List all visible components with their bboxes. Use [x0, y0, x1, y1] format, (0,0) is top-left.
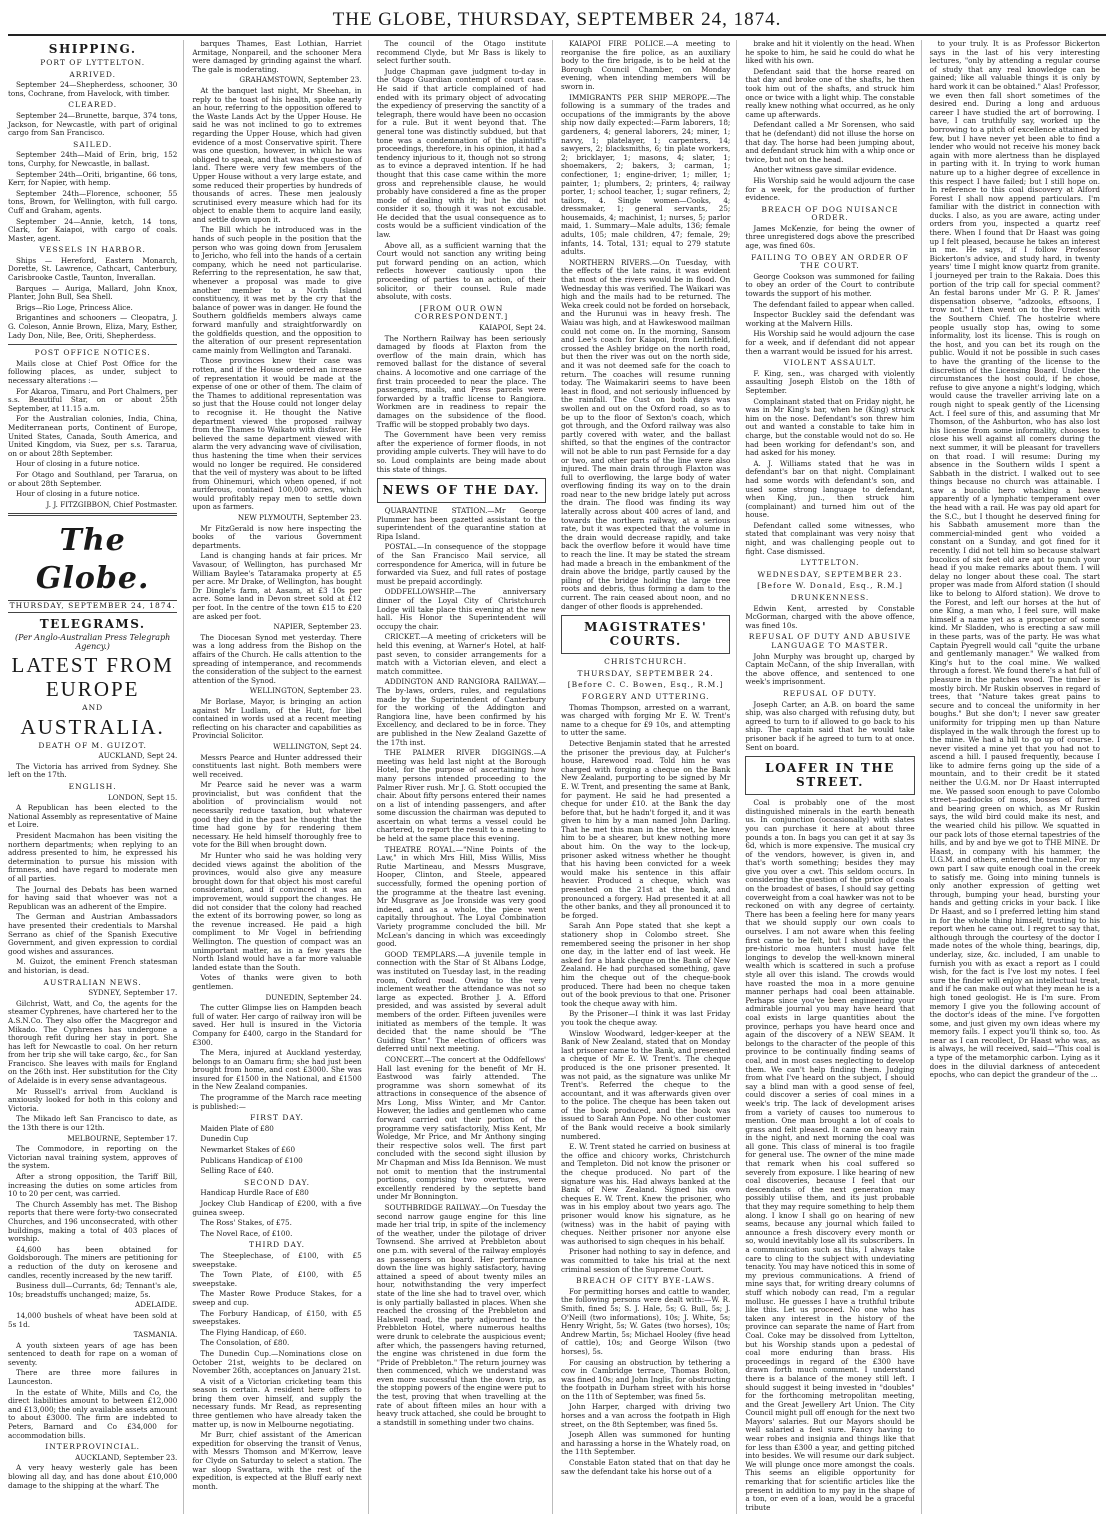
race-item: Handicap Hurdle Race of £80 — [200, 1188, 309, 1198]
article-paragraph: The Diocesan Synod met yesterday. There was a long address from the Bishop on the affairs of the Church. He calls attention to the spreading of intemperance, and recommends the consideration of the subject to the earnest attention of the Synod. — [192, 632, 362, 685]
article-paragraph: 14,000 bushels of wheat have been sold at 5s 1d. — [8, 1310, 178, 1329]
post-item: Hour of closing in a future notice. — [16, 459, 140, 469]
refusal2-heading: REFUSAL OF DUTY. — [782, 688, 877, 698]
article-paragraph: The Commodore, in reporting on the Victorian naval training system, approves of the system. — [8, 1144, 178, 1171]
article-paragraph: The defendant failed to appear when called. — [753, 299, 915, 309]
race-day-heading: SECOND DAY. — [244, 1177, 310, 1187]
article-paragraph: Another witness gave similar evidence. — [753, 165, 897, 175]
dateline: NAPIER, September 23. — [273, 622, 362, 632]
article-paragraph: For causing an obstruction by tethering a cow in Cambridge terrace, Thomas Bolton, was fined 10s; and John Inglis, for obstructing the footpath in Durham street with his horse on the 11th of September, was fined 5s. — [560, 1357, 731, 1401]
dateline: KAIAPOI, Sept 24. — [479, 323, 546, 332]
post-item: For Otago and Southland, per Tararua, on or about 28th September. — [8, 469, 178, 488]
article-paragraph: Mr Hunter who said he was holding very decided views against the abolition of the provinces, would also give any measure brought down for that object his most careful consideration, and if convinced it was an improvement, would support the changes. He did not consider that the colony had reached the extent of its borrowing power, so long as the revenue increased. He paid a high compliment to Mr Vogel in befriending Wellington. The question of compact was an unimportant matter, as in a few years the North Island would have a far more valuable landed estate than the South. — [192, 851, 362, 972]
sailed-item: September 24th—Florence, schooner, 55 tons, Brown, for Wellington, with full cargo. Cuff and Graham, agents. — [8, 188, 178, 215]
article-paragraph: The Journal des Debats has been warned for having said that whoever was not a Republican was an adherent of the Empire. — [8, 884, 178, 911]
article-paragraph: For permitting horses and cattle to wander, the following persons were dealt with:—W. R. Smith, fined 5s; S. J. Hale, 5s; G. Bull, 5s; J. O'Neill (two informations), 10s; J. White, 5s; Henry Wright, 5s; W. Gates (two horses), 10s; Andrew Martin, 5s; Michael Hooley (five head of cattle), 10s; and George Wilson (two horses), 5s. — [560, 1286, 731, 1356]
article-paragraph: The Mikado left San Francisco to date, as the 13th there is our 12th. — [8, 1114, 178, 1133]
race-item: The Ross' Stakes, of £75. — [200, 1218, 292, 1228]
article-paragraph: Votes of thanks were given to both gentlemen. — [192, 973, 362, 991]
race-item: The Consolation, of £80. — [200, 1338, 290, 1348]
dateline: TASMANIA. — [133, 1330, 178, 1340]
race-item: The Novel Race, of £100. — [200, 1228, 293, 1238]
correspondent-heading: [FROM OUR OWN CORRESPONDENT.] — [414, 303, 509, 322]
article-paragraph: Joseph Allen was summoned for hunting and harassing a horse in the Whately road, on the 11th September. — [560, 1430, 731, 1457]
article-paragraph: Messrs Pearce and Hunter addressed their constituents last night. Both members were well received. — [192, 752, 362, 779]
article-paragraph: The cutter Glimpse lies on Hampden beach full of water. Her cargo of railway iron will be saved. Her hull is insured in the Victoria Company for £400, cargo in the Standard for £300. — [192, 1003, 362, 1047]
court-date: THURSDAY, SEPTEMBER 24. — [577, 668, 714, 678]
vessels-item: Barques — Auriga, Mallard, John Knox, Planter, John Bull, Sea Shell. — [8, 283, 178, 302]
article-paragraph: George Cookson was summoned for failing to obey an order of the Court to contribute towards the support of his mother. — [745, 271, 915, 299]
article-paragraph: Gilchrist, Watt, and Co, the agents for the steamer Cyphrenes, have chartered her to the A.S.N.Co. They also offer the Macgregor and Mikado. The Cyphrenes has undergone a thorough refit during her stay in port. She has left for Newcastle to coal. On her return from her trip she will take cargo, &c., for San Francisco. She leaves with mails for England on the 26th inst. Her substitution for the City of Adelaide is in every sense advantageous. — [8, 998, 178, 1086]
article-paragraph: Defendant called a Mr Sorensen, who said that he (defendant) did not illuse the horse on that day. The horse had been jumping about, and defendant struck him with a whip once or twice, but not on the head. — [745, 120, 915, 164]
article-paragraph: Above all, as a sufficient warning that the Court would not sanction any writing being put forward pending on an action, which reflects however cautiously upon the proceeding of parties to an action, of their solicitor, or their counsel. Rule made absolute, with costs. — [376, 240, 546, 302]
article-paragraph: The Bill which he introduced was in the hands of such people in the position that the person who was going down from Jerusalem to Jericho, who fell into the hands of a certain company, which he need not particularise. Referring to the representation, he saw that, whenever a proposal was made to give another member to a North Island constituency, it was met by the cry that the balance of power was in danger. He found the Southern goldfields members always came forward manfully and straightforwardly on the goldfields question, and the opposition to the alteration of our present representation came mainly from Wellington and Taranaki. — [192, 225, 362, 355]
race-item: Dunedin Cup — [200, 1134, 249, 1144]
court-date: WEDNESDAY, SEPTEMBER 23. — [757, 569, 903, 579]
vessels-item: Brigantines and schooners — Cleopatra, J. G. Coleson, Annie Brown, Eliza, Mary, Esther, Lady Don, Nile, Bee, Oriti, Shepherdess. — [8, 313, 178, 340]
article-paragraph: GOOD TEMPLARS.—A juvenile temple in connection with the Star of St Albans Lodge, was instituted on Tuesday last, in the reading room, Oxford road. Owing to the very inclement weather the attendance was not so large as expected. Brother J. A. Efford presided, and was assisted by several adult members of the order. Fifteen juveniles were initiated as members of the temple. It was decided that the name should be "The Guiding Star." The election of officers was deferred until next meeting. — [376, 949, 546, 1054]
article-paragraph: THEATRE ROYAL.—"Nine Points of the Law," in which Mrs Hill, Miss Willis, Miss Rutie Martineau, and Messrs Musgrave, Hooper, Clinton, and Steele, appeared successfully, formed the opening portion of the programme at the theatre last evening. Mr Musgrave as Joe Ironside was very good indeed, and as a whole, the piece went capitally throughout. The Loyal Combination Variety programme concluded the bill. Mr McLean's dancing in which was exceedingly good. — [376, 844, 546, 949]
article-paragraph: Thomas Thompson, arrested on a warrant, was charged with forging Mr E. W. Trent's name to a cheque for £9 10s, and attempting to utter the same. — [560, 702, 731, 738]
article-paragraph: IMMIGRANTS PER SHIP MEROPE.—The following is a summary of the trades and occupations of the immigrants by the above ship now daily expected:—Farm laborers, 18; gardeners, 4; general laborers, 24; miner, 1; navvy, 1; platelayer, 1; carpenters, 14; sawyers, 2; blacksmiths, 6; tin plate workers, 2; bricklayer, 1; masons, 4; slater, 1; shoemakers, 2; bakers, 3; carman, 1; confectioner, 1; engine-driver, 1; miller, 1; painter, 1; plumbers, 2; printers, 4; railway porter, 1; school teacher, 1; sugar refiners, 2; tailors, 4. Single women—Cooks, 4; dressmaker, 1; general servants, 25; housemaids, 4; machinist, 1; nurses, 5; parlor maid, 1. Summary—Male adults, 136; female adults, 105; male children, 47; female, 29; infants, 14. Total, 131; equal to 279 statute adults. — [560, 92, 731, 257]
latest-heading: LATEST FROM EUROPE — [11, 653, 174, 702]
sailed-item: September 24—Annie, ketch, 14 tons, Clark, for Kaiapoi, with cargo of coals. Master, agent. — [8, 216, 178, 243]
english-heading: ENGLISH. — [68, 782, 117, 792]
article-paragraph: The Northern Railway has been seriously damaged by floods at Flaxton from the overflow of the main drain, which has removed ballast for the distance of several chains. A locomotive and one carriage of the first train proceeded to near the place. The passengers, mails, and Press parcels were forwarded by a traffic license to Rangiora. Workmen are in readiness to repair the damages on the subsidence of the flood. Traffic will be stopped probably two days. — [376, 333, 546, 429]
article-paragraph: Business dull—Currants, 6d; Tennant's ale, 10s; breadstuffs unchanged; maize, 5s. — [8, 1281, 178, 1299]
article-paragraph: E. W. Trent stated he carried on business at the office and chicory works, Christchurch and Templeton. Did not know the prisoner or the cheque produced. No part of the signature was his. Had always banked at the Bank of New Zealand. Signed his own cheques E. W. Trent. Knew the prisoner, who was in his employ about two years ago. The prisoner would know his signature, as he (witness) was in the habit of paying with cheques. Neither prisoner nor anyone else was authorised to sign cheques in his behalf. — [560, 1142, 731, 1246]
article-paragraph: A visit of a Victorian cricketing team this season is certain. A resident here offers to bring them over himself, and supply the necessary funds. Mr Read, as representing three gentlemen who have already taken the matter up, is now in Melbourne negotiating. — [192, 1376, 362, 1429]
article-paragraph: The Government have been very remiss after the experience of former floods, in not providing ample culverts. They will have to do so. Loud complaints are being made about this state of things. — [376, 430, 546, 474]
australian-news-heading: AUSTRALIAN NEWS. — [43, 977, 142, 987]
race-item: Maiden Plate of £80 — [200, 1123, 274, 1133]
vessels-heading: VESSELS IN HARBOR. — [39, 245, 146, 255]
dateline: ADELAIDE. — [135, 1300, 178, 1310]
article-paragraph: Defendant called some witnesses, who stated that complainant was very noisy that night, and was challenging people out to fight. Case dismissed. — [745, 520, 915, 556]
column-4 — [561, 40, 737, 1514]
article-paragraph: Winslow Woodward, ledger-keeper at the Bank of New Zealand, stated that on Monday last prisoner came to the Bank, and presented a cheque of Mr E. W. Trent's. The cheque produced is the one prisoner presented. It was not paid, as the signature was unlike Mr Trent's. Referred the cheque to the accountant, and it was afterwards given over to the police. The cheque has been taken out of the book produced, and the book was issued to Sarah Ann Pope. No other customer of the Bank would receive a book similarly numbered. — [560, 1028, 731, 1141]
article-paragraph: Mr Russell's arrival from Auckland is anxiously looked for both in this colony and Victoria. — [8, 1086, 178, 1113]
race-item: Newmarket Stakes of £60 — [200, 1145, 296, 1155]
sailed-item: September 24th—Maid of Erin, brig, 152 tons, Curphy, for Newcastle, in ballast. — [8, 150, 178, 168]
article-paragraph: At the banquet last night, Mr Sheehan, in reply to the toast of his health, spoke nearly an hour, referring to the opposition offered to the Waste Lands Act by the Upper House. He said he was not inclined to go to extremes regarding the Upper House, which had given evidence of a most Conservative spirit. There was one question, however, in which he was obliged to speak, and that was the question of land. There were very few members of the Upper House without a very large estate, and some reduced their properties by hundreds of thousands of acres. These men jealously scrutinised every measure which had for its object to enable them to acquire land easily, and settle down upon it. — [192, 85, 362, 224]
article-paragraph: John Murphy was brought up, charged by Captain McCann, of the ship Inverallan, with the above offence, and sentenced to one week's imprisonment. — [745, 651, 915, 687]
arrived-heading: ARRIVED. — [69, 69, 117, 79]
drunk-heading: DRUNKENNESS. — [790, 593, 870, 603]
race-day-heading: FIRST DAY. — [250, 1113, 304, 1123]
guizot-heading: DEATH OF M. GUIZOT. — [38, 740, 147, 750]
court-before: [Before W. Donald, Esq., R.M.] — [757, 581, 903, 591]
article-paragraph: POSTAL.—In consequence of the stoppage of the San Francisco Mail service, all correspondence for America, will in future be forwarded via Suez, and full rates of postage must be prepaid accordingly. — [376, 542, 546, 586]
race-item: The Town Plate, of £100, with £5 sweepstake. — [192, 1270, 362, 1288]
race-item: The Steeplechase, of £100, with £5 sweepstake. — [192, 1250, 362, 1269]
masthead-rule — [8, 34, 1106, 36]
column-3 — [377, 40, 553, 1514]
article-paragraph: Defendant said that the horse reared on that day and broke one of the shafts, he then took him out of the shafts, and struck him once or twice with a light whip. The constable really knew nothing what occurred, as he only came up afterwards. — [745, 66, 915, 119]
article-paragraph: CONCERT.—The concert at the Oddfellows' Hall last evening for the benefit of Mr H. Eastwood was fairly attended. The programme was shorn somewhat of its attractions in consequence of the absence of Mrs Long, Miss Winter, and Mr Cantor. However, the ladies and gentlemen who came forward carried out their portion of the programme very satisfactorily, Miss Kent, Mr Woledge, Mr Price, and Mr Anthony singing their respective solos well. The first part concluded with the second sight illusion by Mr Chapman and Miss Ida Bennison. We must not omit to mention that the instrumental portions, comprising two overtures, were excellently rendered by the septette band under Mr Bonnington. — [376, 1054, 546, 1202]
post-signature: J. J. FITZGIBBON, Chief Postmaster. — [46, 499, 178, 509]
article-paragraph: Joseph Carter, an A.B. on board the same ship, was also charged with refusing duty, but agreed to turn to if allowed to go back to his ship. The captain said that he would take prisoner back if he agreed to turn to at once. Sent on board. — [745, 699, 915, 752]
post-heading: POST OFFICE NOTICES. — [34, 348, 151, 358]
latest-australia: AUSTRALIA. — [20, 714, 165, 739]
dateline: AUCKLAND, September 23. — [75, 1452, 178, 1462]
article-paragraph: Judge Chapman gave judgment to-day in the Otago Guardian contempt of court case. He said if that article complained of had ended with its primary object of advocating the expediency of preserving the sanctity of a telegraph, there would have been no occasion for a rule. But it went beyond that. The general tone was distinctly subdued, but that tone was a condemnation of the plaintiff's proceedings, therefore, in his opinion, it had a tendency injurious to it, though not so strong as to evince a depraved intention. If he had thought that this case came within the more gross and reprehensible clause, he would probably have considered a fine as the proper mode of dealing with it; but he did not consider it so, though it was not excusable. He decided that the usual consequence as to costs would be a sufficient vindication of the law. — [376, 66, 546, 240]
cleared-item: September 24—Brunette, barque, 374 tons, Jackson, for Newcastle, with part of original cargo from San Francisco. — [8, 110, 178, 138]
article-paragraph: Detective Benjamin stated that he arrested the prisoner the previous day, at Fulcher's house, Harewood road. Told him he was charged with forging a cheque on the Bank New Zealand, purporting to be signed by Mr E. W. Trent, and presenting the same at Bank, for payment. He said he had presented a cheque for under £10. at the Bank the day before that, but he hadn't forged it, and it was given to him by a man named John Darling. That he met this man in the street, he knew him to be a shearer, but knew nothing more about him. On the way to the lock-up, prisoner asked witness whether he thought that his having been convicted for a week would make his sentence in this affair heavier. Produced a cheque, which was presented on the 21st at the bank, and pronounced a forgery. Had presented it at all the other banks, and they all pronounced it to be forged. — [560, 738, 731, 920]
article-paragraph: The council of the Otago institute recommend Clyde, but Mr Bass is likely to select further south. — [376, 39, 546, 66]
loafer-heading: LOAFER IN THE STREET. — [765, 761, 895, 790]
article-paragraph: James McKenzie, for being the owner of three unregistered dogs above the prescribed age, was fined 60s. — [745, 223, 915, 251]
column-6 — [930, 40, 1106, 1514]
vessels-item: Brigs—Rio Loge, Princess Alice. — [16, 302, 133, 312]
vessels-item: Ships — Hereford, Eastern Monarch, Dorette, St. Lawrence, Cathcart, Canterbury, Carisbrooke Castle, Taunton, Inverallan. — [8, 255, 178, 283]
article-paragraph: NORTHERN RIVERS.—On Tuesday, with the effects of the late rains, it was evident that most of the rivers would be in flood. On Wednesday this was verified. The Waikari was high and the mails had to be returned. The Weka creek could not be forded on horseback, and the Hurunui was in heavy fresh. The Waiau was high, and at Hawkeswood mailman could not come on. In the morning, Sansom and Lee's coach for Kaiapoi, from Leithfield, crossed the Ashley bridge on the north road, but then the river was out on the north side, and it was not deemed safe for the coach to return. The coaches will resume running today. The Waimakariri seems to have been least in flood, and not seriously influenced by the rainfall. The Cust on both days was swollen and out on the Oxford road, so as to be up to the floor of Sexton's coach, which got through, and the Oxford railway was also partly covered with water, and the ballast shifted, so that the engines of the contractor will not be able to run past Fernside for a day or two, and other parts of the line were also injured. The main drain through Flaxton was full to overflowing, the large body of water overflowing finding its way on to the drain road near to the new bridge lately put across the drain. The flood was finding its way laterally across about 400 acres of land, and towards the northern railway, at a serious rate, but it was expected that the volume in the drain would decrease rapidly, and take back the overflow before it would have time to reach the line. It may be stated the stream had made a breach in the embankment of the drain above the bridge, partly caused by the piling of the bridge holding the large tree roots and debris, thus forming a dam to the current. The rain ceased about noon, and no danger of other floods is apprehended. — [560, 257, 731, 611]
article-paragraph: SOUTHBRIDGE RAILWAY.—On Tuesday the second narrow gauge engine for this line made her trial trip, in spite of the inclemency of the weather, under the pilotage of driver Townsend. She arrived at Prebbleton about one p.m. with several of the railway employés as passengers on board. Her performance down the line was highly satisfactory, having attained a speed of about twenty miles an hour, notwithstanding the very imperfect state of the line she had to travel over, which is only partially ballasted in places. When she reached the crossing of the Prebbleton and Halswell road, the party adjourned to the Prebbleton Hotel, where numerous healths were drunk to celebrate the auspicious event; after which, the passengers having returned, the engine was christened in due form the "Pride of Prebbleton." The return journey was then commenced, which we understand was even more successful than the down trip, as the stopping powers of the engine were put to the test, proving that when travelling at the rate of about fifteen miles an hour with a heavy truck attached, she could be brought to a standstill in something under two chains. — [376, 1203, 546, 1427]
masthead: THE GLOBE, THURSDAY, SEPTEMBER 24, 1874. — [332, 9, 782, 30]
dateline: WELLINGTON, September 23. — [249, 686, 362, 696]
article-paragraph: A youth sixteen years of age has been sentenced to death for rape on a woman of seventy. — [8, 1340, 178, 1367]
telegrams-subheading: (Per Anglo-Australian Press Telegraph Agency.) — [15, 632, 171, 651]
article-paragraph: The Dunedin Cup.—Nominations close on October 21st, weights to be declared on November 26th, acceptances on January 21st. — [192, 1348, 362, 1376]
race-item: Selling Race of £40. — [200, 1166, 274, 1176]
divider — [8, 344, 177, 345]
article-paragraph: The Victoria has arrived from Sydney. She left on the 17th. — [8, 761, 178, 780]
dateline: WELLINGTON, Sept 24. — [273, 741, 362, 751]
article-paragraph: Mr Pearce said he never was a warm provincialist, but was confident that the abolition of provincialism would not necessarily reduce taxation, but whatever good they did in the past he thought that the time had gone by for rendering them necessary. He held himself thoroughly free to vote for the Bill when brought down. — [192, 780, 362, 850]
post-item: Hour of closing in a future notice. — [16, 489, 140, 499]
sailed-heading: SAILED. — [73, 139, 113, 149]
latest-and: AND — [82, 703, 104, 713]
article-paragraph: QUARANTINE STATION.—Mr George Plummer has been gazetted assistant to the superintendent of the quarantine station at Ripa Island. — [376, 506, 546, 541]
article-paragraph: The Mera, injured at Auckland yesterday, belongs to an Oamaru firm; she had just been brought from home, and cost £3000. She was insured for £1500 in the National, and £1500 in the New Zealand companies. — [192, 1048, 362, 1092]
race-item: The Forbury Handicap, of £150, with £5 sweepstakes. — [192, 1308, 362, 1327]
magistrates-heading-box — [561, 615, 730, 654]
article-paragraph: £4,600 has been obtained for Goldsborough. The miners are petitioning for a reduction of the duty on kerosene and candles, recently increased by the new tariff. — [8, 1244, 178, 1280]
news-heading-box — [377, 478, 546, 503]
column-5 — [745, 40, 921, 1514]
shipping-heading: SHIPPING. — [48, 42, 137, 56]
cleared-heading: CLEARED. — [68, 100, 118, 110]
race-item: Publicans Handicap of £100 — [200, 1155, 303, 1165]
article-paragraph: Mr Burr, chief assistant of the American expedition for observing the transit of Venus, with Messrs Thomson and M'Kerrow, leave for Clyde on Saturday to select a station. The war sloop Swattara, with the rest of the expedition, is expected at the Bluff early next month. — [192, 1430, 362, 1491]
article-paragraph: Those provinces knew their case was rotten, and if the House ordered an increase of representation it would be made at the expense of one or other of them. The claim of the Thames to additional representation was so just that the House could not longer delay to recognise it. He thought the Native department viewed the proposed railway from the Thames to Waikato with disfavor. He believed the same department viewed with alarm the very advancing wave of civilisation, thus hastening the time when their services would no longer be required. He considered that the veil of mystery was about to be lifted from Ohinemuri, which when opened, if not auriferous, contained 100,000 acres, which would profitably repay men to settle down upon as farmers. — [192, 356, 362, 512]
article-paragraph: THE PALMER RIVER DIGGINGS.—A meeting was held last night at the Borough Hotel, for the purpose of ascertaining how many persons intended proceeding to the Palmer River rush. Mr J. G. Stott occupied the chair. About fifty persons entered their names on a list of intending passengers, and after some discussion the chairman was deputed to ascertain on what terms a vessel could be chartered, to report the result to a meeting to be held at the same place this evening. — [376, 748, 546, 844]
loafer-heading-box — [745, 756, 914, 795]
article-paragraph: There are three more failures in Launceston. — [8, 1368, 178, 1387]
article-paragraph: to your truly. It is as Professor Bickerton says in the last of his very interesting lectures, "only by attending a regular course of study that any real knowledge can be gained; like all valuable things it is only by hard work it can be obtained." Alas! Professor, we even then fall short sometimes of the desired end. During a long and arduous career I have studied the art of borrowing. I have, I can truthfully say, worked up the borrowing to a pitch of excellence attained by few, but I have never yet been able to find a lender who would not receive his money back again with more alertness than he displayed in parting with it. In trying to work human nature up to a higher degree of excellence in this respect I have failed; but I still hope on. In reference to this coal discovery at Alford Forest I shall now append particulars. I'm familiar with the district in connection with ducks. I also, as you are aware, acting under orders from you, inspected a quartz reef there. When I found that Dr Haast was going up I felt pleased, because he takes an interest in me. He says, if I follow Professor Bickerton's advice, and study hard, in twenty years' time I might know quartz from granite. I journeyed per train to the Rakaia. Does this portion of the trip call for special comment? An festal barons under Mr G. P. R. James' dispensation observe, "adzooks, eftsoons, I trow not." I then went on to the Forest with the Southern Chief. The hostelrie where people usually stop has, owing to some informality, lost its license. This is rough on the host, and you can bet its rough on the public. Would it not be possible in such cases to have the granting of the license to the discretion of the Licensing Board. Under the circumstances the host could, if he chose, refuse to give anyone a night's lodging, which would cause the traveller arriving late on a rough night to speak gently of the Licensing Act. I feel sure of this, and assuming that Mr Thomson, of the Ashburton, who has also lost his license from some informality, chooses to close his well against all comers during the next summer, it will be pleasant for travellers on that road. I will resume: During my absence in the Southern wilds I spent a Sabbath in the district. I walked out to see things because no church was attainable. I saw a bucolic hero whacking a heave apparently of a lymphatic temperament over the head with a rail. He was pay old apart for the S.C., but I thought he deserved fining for his Sabbath amusement more than the commercial-minded gent who voided a constant on a Sunday, and got fined for it recently. I did not tell him so because stalwart bucolics of six feet old are apt to punch your head if you make remarks about them. I will delay no longer about these coal. The start proper was made from Alford station (I should like to belong to Alford station). We drove to the Forest, and left our horses at the hut of one King, a man who, I feel sure, will make himself a name yet as a prospector of some kind. Mr Sladden, who is erecting a saw mill in these parts, was of the party. He was what Captain Pyegrell would call "quite the urbane and gentlemanly manager." We walked from King's hut to the coal mine. We walked through a forest. We found there's a hat full of pleasure in the patches wood. The timber is mostly birch. Mr Ruskin observes in regard of trees, that "Nature takes great pains to secure and to conceal the uniformity in her boughs." But she don't; I never saw greater uniformity for tripping men up than Nature displayed in the walk through the forest up to the mine. We had a hill to go up of course. I never visited a mine yet that you had not to ascend a hill. I paused frequently, because I like to admire ferns going up the side of a mountain, and to their credit be it stated neither the U.G.M. nor Dr Haast interrupted me. We passed soon enough to pave Colombo street—paddocks of moss, bosses of furred and bearing green on which, as Mr Ruskin says, the wild bird could make its nest, and the wearied child his pillow. We squatted in our pack lots of those eternal tapestries of the hills, and by and bye we got to THE MINE. Dr Haast, in company with his hammer, the U.G.M. and others, entered the tunnel. For my own part I saw quite enough coal in the creek to satisfy me. Going into mining tunnels is only another expression of getting wet through, bumping your head, bursting your hands and getting cricks in your back. I like Dr Haast, and so I preferred letting him stand in for the whole thing himself, trusting to his report when he came out. I regret to say that, although through the courtesy of the doctor I made notes of the whole thing, bearings, dip, underlay, size, &c. included, I am unable to furnish you with as exact a report as I could wish, for the fact is I've lost my notes. I feel sure the finder will enjoy an intellectual treat, and if he can make out what they mean he is a high toned geologist. He is I'm sure. From memory I give you the following account of the doctor's ideas of the mine. I've forgotten some, and just given my own ideas where my memory fails. I expect you'll think so, too. As near as I can recollect, Dr Haast who was, as is always, he will received, said—"This coal is a type of the metamorphic carbon. Lying as it does in the diluvial darkness of antecedent epochs, who can depict the grandeur of the ... — [929, 39, 1100, 1080]
article-paragraph: Mr FitzGerald is now here inspecting the books of the various Government departments. — [192, 523, 362, 550]
article-paragraph: M. Guizot, the eminent French statesman and historian, is dead. — [8, 957, 178, 975]
article-paragraph: ODDFELLOWSHIP.—The anniversary dinner of the Loyal City of Christchurch Lodge will take place this evening at the new hall. His Honor the Superintendent will occupy the chair. — [376, 587, 546, 631]
column-1 — [8, 40, 184, 1514]
interprovincial-heading: INTERPROVINCIAL. — [45, 1442, 141, 1452]
race-item: The Flying Handicap, of £60. — [200, 1327, 307, 1337]
dateline: AUCKLAND, Sept 24. — [98, 751, 178, 761]
refusal-heading: REFUSAL OF DUTY AND ABUSIVE LANGUAGE TO MASTER. — [748, 632, 912, 650]
columns — [8, 39, 1106, 1512]
article-paragraph: The programme of the March race meeting is published:— — [192, 1093, 362, 1111]
post-item: For Akaroa, Timaru, and Port Chalmers, per s.s. Beautiful Star, on or about 25th September, at 11.15 a.m. — [8, 386, 178, 413]
article-paragraph: ADDINGTON AND RANGIORA RAILWAY.—The by-laws, orders, rules, and regulations made by the Superintendent of Canterbury for the working of the Addington and Rangiora line, have been confirmed by his Excellency, and declared to be in force. They are published in the New Zealand Gazette of the 17th inst. — [376, 677, 546, 747]
column-2 — [192, 40, 368, 1514]
article-paragraph: Constable Eaton stated that on that day he saw the defendant take his horse out of a — [560, 1458, 731, 1476]
forgery-heading: FORGERY AND UTTERING. — [581, 691, 710, 701]
article-paragraph: By the Prisoner—I think it was last Friday you took the cheque away. — [560, 1009, 731, 1027]
article-paragraph: Coal is probably one of the most distinguished minerals in the earth beneath us. In conjunction (occasionally) with slates you can purchase it here at about three pounds a ton. In bags you can get it at say 3s 6d, which is more expensive. The musical cry of the vendors, however, is given in, and that's worth something; besides they may give you over a cwt. This seldom occurs. In considering the question of the price of coals on the broadest of bases, I should say getting coverweight from a coal hawker was not to be reckoned on with any degree of certainty. There has been a feeling here for many years that we should supply our own coals to ourselves. I am not aware when this feeling first came to be felt, but I should judge the pre-historic moa hunters must have felt longings to develop the well-known mineral wealth which is scattered in such a profuse style all over this island. The crowds would have roasted the moa in a more genuine manner perhaps had coal been attainable. Perhaps since you've been engineering your admirable journal you may have heard that coal exists in large quantities about the province, perhaps you have heard once and again of the discovery of a NEW SEAM. It belongs to the character of the people of this province to be continually finding seams of coal, and in most cases neglecting to develop them. We can't help finding them. Judging from what I've heard on the subject, I should say a blind man with a good sense of feel, could discover a series of coal mines in a week's trip. The lack of development arises from a variety of causes too numerous to mention. One man brought a lot of coals to grass and felt pleased. It came on heavy rain in the night, and next morning the coal was all gone. This class of mineral is too fragile for general use. The owner of the mine made that remark when his coal suffered so severely from exposure. I like hearing of new coal discoveries, because I feel that our descendants of the next generation may possibly utilise them, and its just probable that they may require something to help them along. I know I shall go on hearing of new seams, because any journal which failed to announce a fresh discovery every month or so, would inevitably lose all its subscribers. In a communication such as this, I always take care to cling to the subject with undeviating tenacity. You may have noticed this in some of my previous communications. A friend of mine says that, for writing dreary columns of stuff which nobody can read, I'm a regular mollusc. He guesses I have a truthful tribute like this. Let us proceed. No one who has taken any interest in the history of the province can separate the name of Hart from Coal. Coke may be dissolved from Lyttelton, but his Worship stands upon a pedestal of coal more enduring than brass. His proceedings in regard of the £300 have drawn forth much comment. I understand there is a balance of the money still left. I should suggest it being invested in "doubles" for the forthcoming metropolitan meeting, and the Great Jewellery Art Union. The City Council might pull off enough for the next two Mayors' salaries. But our Mayors should be well salaried a feel sure. Fancy having to wear robes and insignia and things like that for less than £300 a year, and getting pitched into besides. We will resume our dark subject. We will plunge once more amongst the coals. This seems an eligible opportunity for remarking that for scientific articles like the present in addition to my pay in the shape of a ton, or even of a loan, would be a graceful tribute — [745, 798, 915, 1512]
article-paragraph: Edwin Kent, arrested by Constable McGorman, charged with the above offence, was fined 10s. — [745, 603, 915, 630]
race-day-heading: THIRD DAY. — [248, 1240, 306, 1250]
article-paragraph: Complainant stated that on Friday night, he was in Mr King's bar, when he (King) struck him on the nose. Defendant's son threw him out and wanted a constable to take him in charge, but the constable would not do so. He had been working for defendant's son, and had asked for his money. — [745, 396, 915, 458]
issue-dateline: THURSDAY, SEPTEMBER 24, 1874. — [8, 600, 177, 613]
dateline: MELBOURNE, September 17. — [67, 1133, 178, 1143]
article-paragraph: brake and hit it violently on the head. When he spoke to him, he said he could do what he liked with his own. — [745, 39, 915, 66]
article-paragraph: John Harper, charged with driving two horses and a van across the footpath in High street, on the 8th September, was fined 5s. — [560, 1402, 731, 1429]
article-paragraph: F. King, sen., was charged with violently assaulting Joseph Elstob on the 18th of September. — [745, 368, 915, 395]
race-item: Jockey Club Handicap of £200, with a five guinea sweep. — [192, 1199, 362, 1217]
article-paragraph: A. J. Williams stated that he was in defendant's bar on that night. Complainant had some words with defendant's son, and used some strong language to defendant, when King, jun., then struck him (complainant) and turned him out of the house. — [745, 458, 915, 520]
dateline: GRAHAMSTOWN, September 23. — [239, 75, 362, 85]
dateline: SYDNEY, September 17. — [88, 988, 178, 998]
race-item: The Master Rowe Produce Stakes, for a sweep and cup. — [192, 1289, 362, 1307]
dateline: DUNEDIN, September 24. — [265, 992, 362, 1002]
breach-heading: BREACH OF CITY BYE-LAWS. — [576, 1276, 716, 1286]
article-paragraph: A Republican has been elected to the National Assembly as representative of Maine et Loire. — [8, 803, 178, 830]
article-paragraph: President Macmahon has been visiting the northern departments; when replying to an address presented to him, he expressed his determination to pursue his mission with firmness, and have regard to moderate men of all parties. — [8, 831, 178, 883]
article-paragraph: The Church Assembly has met. The Bishop reports that there were forty-two consecrated Churches, and 196 unconsecrated, with other buildings, making a total of 403 places of worship. — [8, 1199, 178, 1244]
article-paragraph: Mr Borlase, Mayor, is bringing an action against Mr Ludlam, of the Hutt, for libel contained in words used at a recent meeting reflecting on his character and capabilities as Provincial Solicitor. — [192, 696, 362, 741]
assault-heading: VIOLENT ASSAULT. — [783, 358, 877, 368]
divider — [8, 513, 177, 516]
globe-logo: The Globe. — [35, 523, 150, 597]
dateline: NEW PLYMOUTH, September 23. — [237, 513, 362, 523]
article-paragraph: His Worship said he would adjourn the case for a week, and if defendant did not appear then a warrant would be issued for his arrest. — [745, 329, 915, 356]
dateline: LONDON, Sept 15. — [107, 792, 178, 802]
article-paragraph: After a strong opposition, the Tariff Bill, increasing the duties on some articles from 10 to 20 per cent, was carried. — [8, 1172, 178, 1199]
port-heading: PORT OF LYTTELTON. — [40, 58, 146, 67]
article-paragraph: KAIAPOI FIRE POLICE.—A meeting to reorganise the fire police, as an auxiliary body to the fire brigade, is to be held at the Borough Council Chamber, on Monday evening, when intending members will be sworn in. — [560, 39, 731, 91]
post-item: For the Australian colonies, India, China, Mediterranean ports, Continent of Europe, United States, Canada, South America, and United Kingdom, via Suez, per s.s. Tararua, on or about 28th September. — [8, 414, 178, 458]
news-of-the-day-heading: NEWS OF THE DAY. — [382, 483, 541, 498]
lyttelton-heading: LYTTELTON. — [800, 558, 860, 568]
article-paragraph: The German and Austrian Ambassadors have presented their credentials to Marshal Serrano as chief of the Spanish Executive Government, and given expression to cordial good wishes and assurances. — [8, 912, 178, 956]
article-paragraph: Land is changing hands at fair prices. Mr Vavasour, of Wellington, has purchased Mr William Baylee's Tataramaka property at £5 per acre. Mr Drake, of Wellington, has bought Dr Dingle's farm, at Aasam, at £3 10s per acre. Some land in Devon street sold at £12 per foot. In the centre of the town £15 to £20 are asked per foot. — [192, 551, 362, 621]
article-paragraph: His Worship said he would adjourn the case for a week, for the production of further evidence. — [745, 175, 915, 203]
dog-heading: BREACH OF DOG NUISANCE ORDER. — [761, 204, 899, 223]
article-paragraph: Prisoner had nothing to say in defence, and was committed to take his trial at the next criminal session of the Supreme Court. — [560, 1247, 731, 1274]
article-paragraph: CRICKET.—A meeting of cricketers will be held this evening, at Warner's Hotel, at half-past seven, to consider arrangements for a match with a Victorian eleven, and elect a match committee. — [376, 632, 546, 676]
article-paragraph: barques Thames, East Lothian, Harriet Armitage, Nonpareil, and the schooner Mera were damaged by grinding against the wharf. The gale is moderating. — [192, 39, 362, 74]
article-paragraph: Sarah Ann Pope stated that she kept a stationery shop in Colombo street. She remembered seeing the prisoner in her shop one day, in the latter end of last week. He asked for a blank cheque on the Bank of New Zealand. He had purchased something, gave him the cheque out of the cheque-book produced. There had been no cheque taken out of the book previous to that one. Prisoner took the cheque away with him. — [560, 921, 731, 1008]
sailed-item: September 24th—Oriti, brigantine, 66 tons, Kerr, for Napier, with hemp. — [8, 169, 178, 188]
magistrates-courts-heading: MAGISTRATES' COURTS. — [584, 620, 708, 649]
article-paragraph: Inspector Buckley said the defendant was working at the Malvern Hills. — [745, 310, 915, 328]
court-before: [Before C. C. Bowen, Esq., R.M.] — [567, 680, 724, 690]
article-paragraph: In the estate of White, Mills and Co, the direct liabilities amount to between £12,000 and £13,000; the only available assets amount to about £3000. The firm are indebted to Peters, Barnard and Co £34,000 for accommodation bills. — [8, 1387, 178, 1440]
arrived-item: September 24—Shepherdess, schooner, 30 tons, Cochrane, from Havelock, with timber. — [8, 80, 178, 98]
article-paragraph: A very heavy westerly gale has been blowing all day, and has done about £10,000 damage to the shipping at the wharf. The — [8, 1463, 178, 1490]
telegrams-heading: TELEGRAMS. — [39, 616, 146, 631]
christchurch-heading: CHRISTCHURCH. — [604, 657, 688, 667]
post-item: Mails close at Chief Post Office for the following places, as under, subject to necessary alterations :— — [8, 358, 178, 385]
fail-heading: FAILING TO OBEY AN ORDER OF THE COURT. — [751, 252, 909, 271]
